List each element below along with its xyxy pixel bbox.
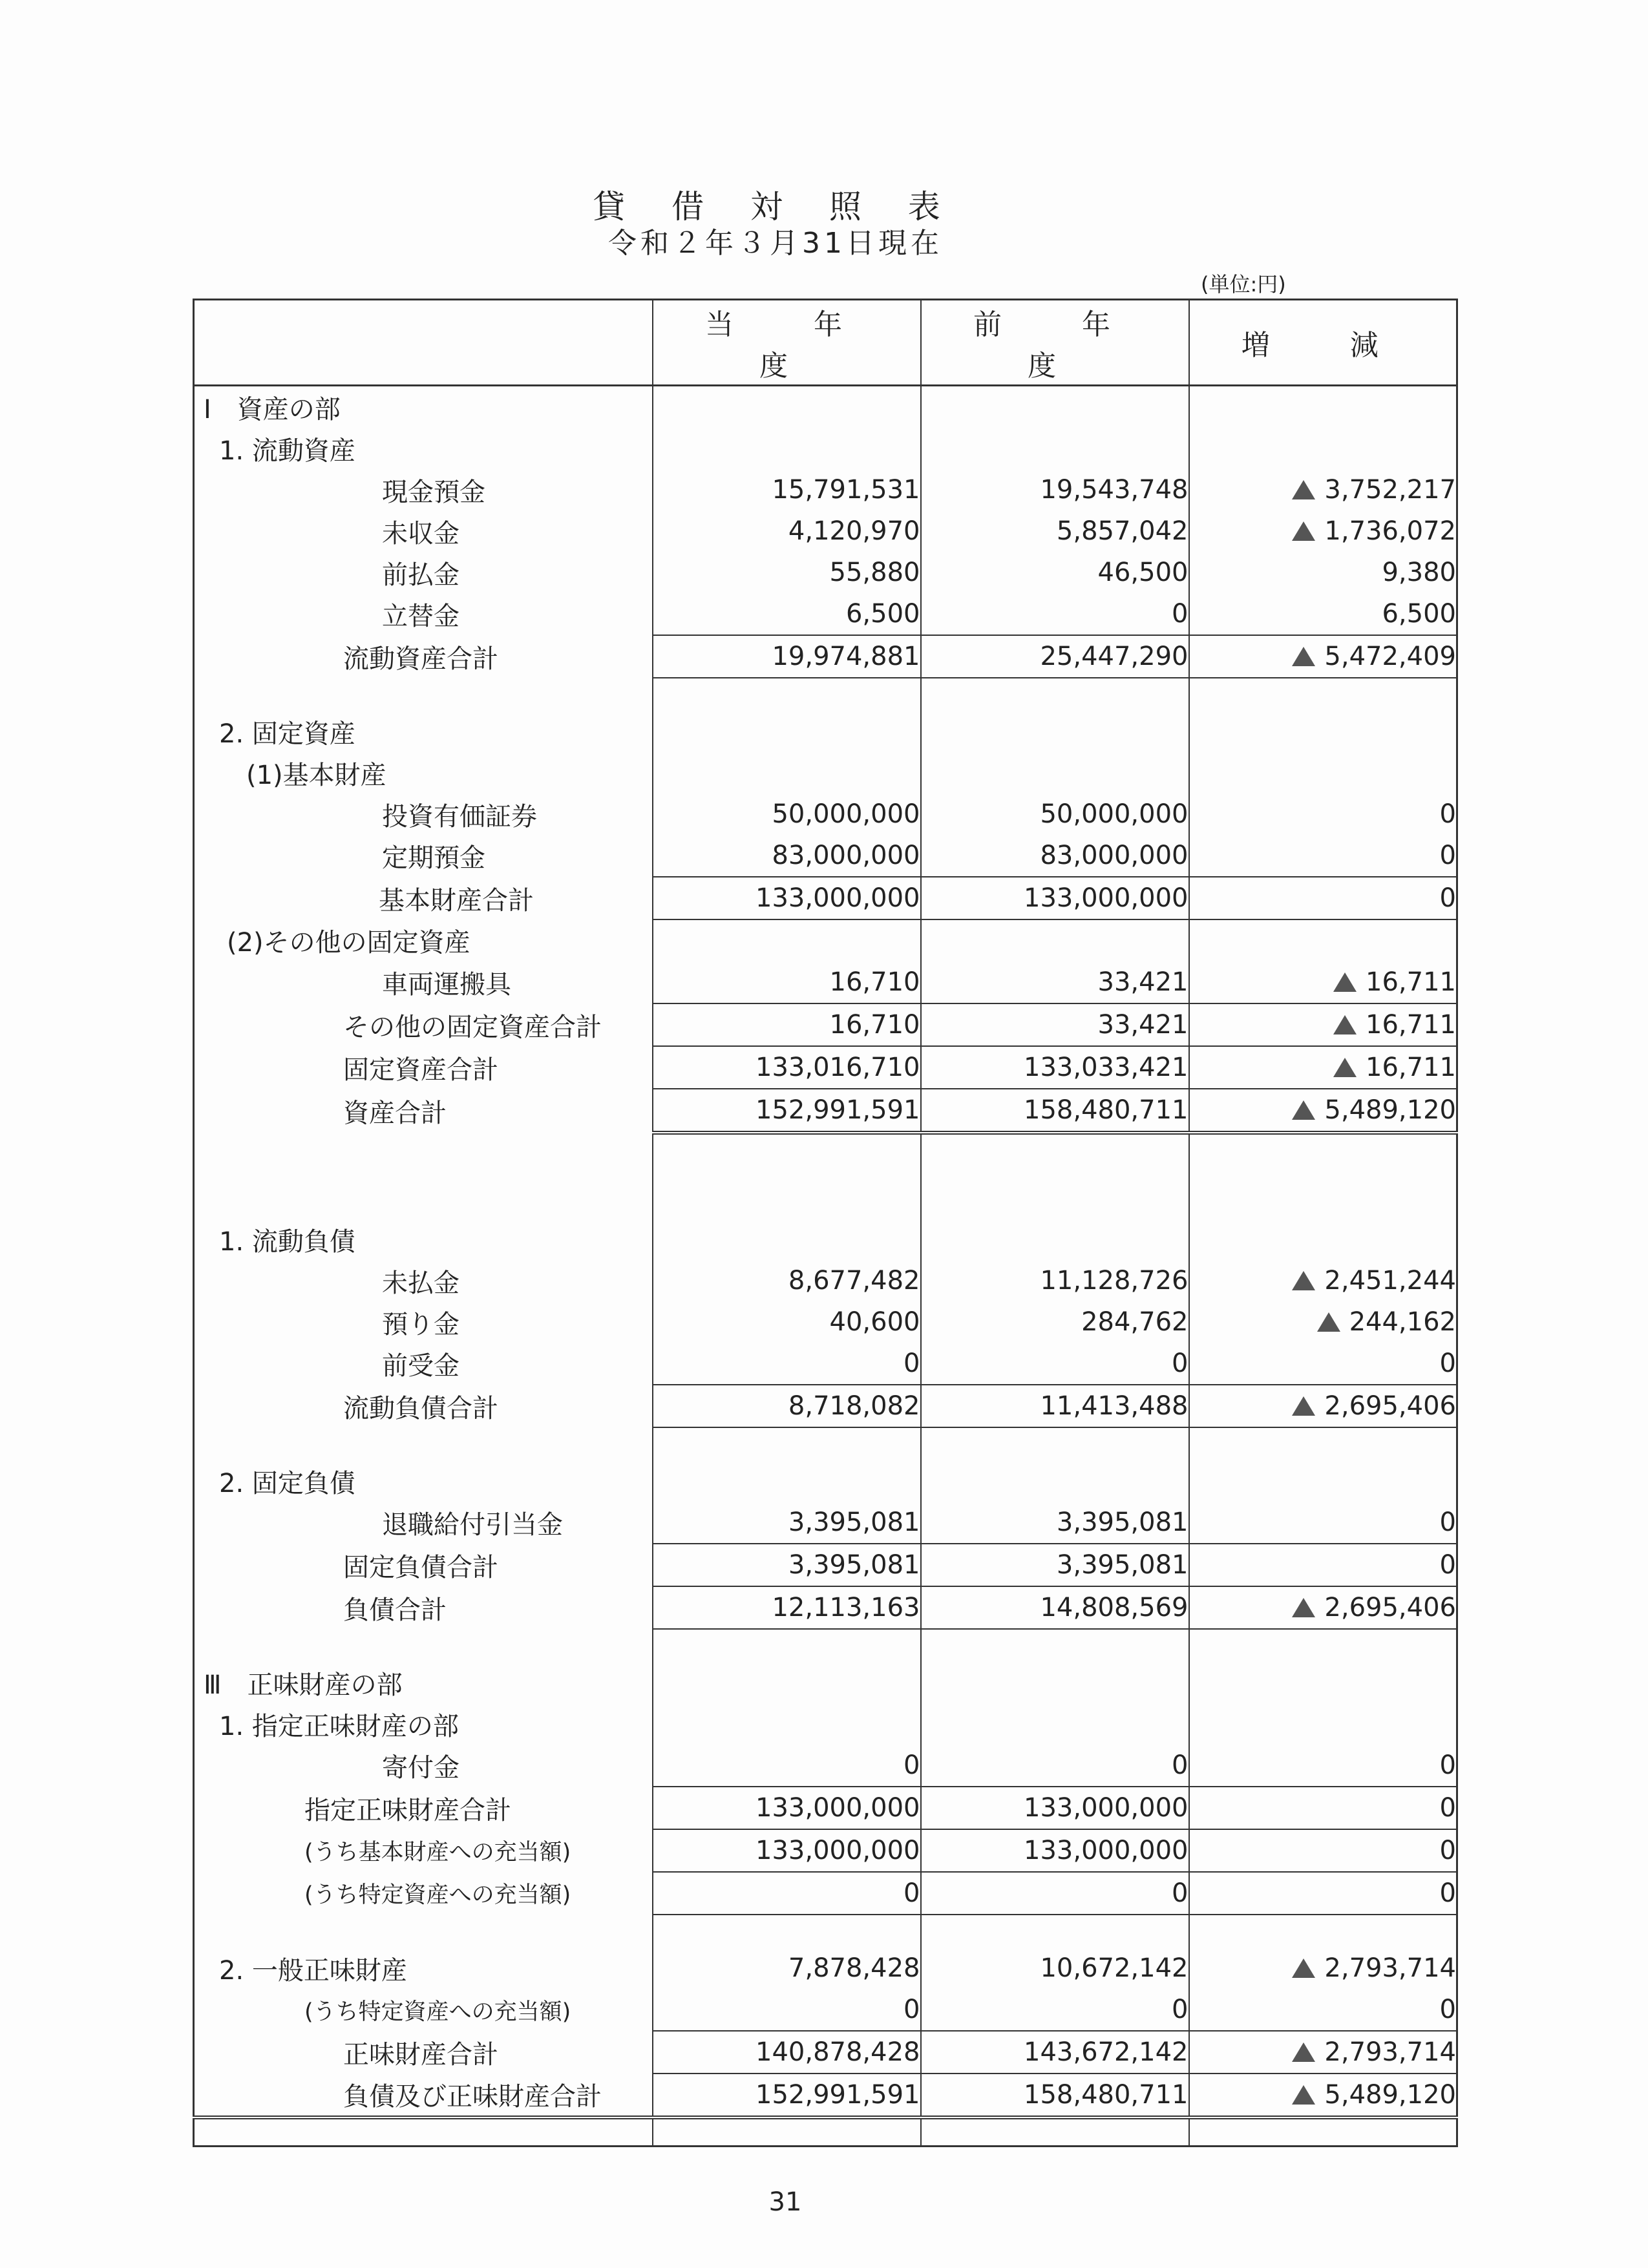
- row-label: 資産合計: [194, 1089, 653, 1133]
- row-label: 2. 一般正味財産: [194, 1948, 653, 1989]
- table-row: [194, 1948, 1457, 1989]
- row-label: 流動資産合計: [194, 635, 653, 678]
- subtotal-row: [194, 2031, 1457, 2074]
- previous-value: 158,480,711: [921, 2074, 1189, 2117]
- change-value: 0: [1189, 1829, 1457, 1872]
- current-value: 12,113,163: [653, 1586, 921, 1629]
- previous-value: 3,395,081: [921, 1502, 1189, 1544]
- change-value: 2,451,244: [1189, 1260, 1457, 1301]
- row-label: 預り金: [194, 1301, 653, 1343]
- table-row: [194, 1829, 1457, 1872]
- current-value: 6,500: [653, 593, 921, 635]
- previous-value: 19,543,748: [921, 469, 1189, 510]
- row-label: 投資有価証券: [194, 793, 653, 835]
- decrease-triangle-icon: [1292, 1271, 1315, 1290]
- table-row: [194, 1502, 1457, 1544]
- change-value: 16,711: [1189, 1003, 1457, 1046]
- row-label: 定期預金: [194, 835, 653, 877]
- subsection-label: 1. 流動負債: [194, 1219, 653, 1260]
- current-value: 0: [653, 1745, 921, 1787]
- page-number: 31: [768, 2187, 802, 2217]
- previous-value: 5,857,042: [921, 510, 1189, 552]
- row-label: 基本財産合計: [194, 877, 653, 919]
- current-value: 133,000,000: [653, 1829, 921, 1872]
- current-value: 15,791,531: [653, 469, 921, 510]
- change-value: 1,736,072: [1189, 510, 1457, 552]
- row-label: 流動負債合計: [194, 1385, 653, 1427]
- change-value: 0: [1189, 1343, 1457, 1385]
- row-label: 立替金: [194, 593, 653, 635]
- change-value: 6,500: [1189, 593, 1457, 635]
- decrease-triangle-icon: [1333, 1015, 1357, 1034]
- current-value: 0: [653, 1343, 921, 1385]
- subtotal-row: [194, 1544, 1457, 1586]
- header-row: [194, 300, 1457, 386]
- current-value: 4,120,970: [653, 510, 921, 552]
- previous-value: 11,128,726: [921, 1260, 1189, 1301]
- change-value: 16,711: [1189, 1046, 1457, 1089]
- previous-value: 0: [921, 1343, 1189, 1385]
- change-value: 0: [1189, 1502, 1457, 1544]
- previous-value: 50,000,000: [921, 793, 1189, 835]
- table-row: [194, 1745, 1457, 1787]
- previous-value: 14,808,569: [921, 1586, 1189, 1629]
- table-row: [194, 793, 1457, 835]
- header-current-year: 当 年 度: [653, 300, 921, 386]
- decrease-triangle-icon: [1292, 521, 1315, 541]
- decrease-triangle-icon: [1292, 2042, 1315, 2062]
- current-value: 40,600: [653, 1301, 921, 1343]
- change-value: 0: [1189, 1745, 1457, 1787]
- current-value: 8,677,482: [653, 1260, 921, 1301]
- current-value: 152,991,591: [653, 1089, 921, 1133]
- header-previous-year: 前 年 度: [921, 300, 1189, 386]
- table-row: [194, 1872, 1457, 1915]
- current-value: 19,974,881: [653, 635, 921, 678]
- row-label: 負債及び正味財産合計: [194, 2074, 653, 2117]
- decrease-triangle-icon: [1292, 1598, 1315, 1617]
- row-label: 固定資産合計: [194, 1046, 653, 1089]
- decrease-triangle-icon: [1317, 1312, 1340, 1332]
- row-label: 退職給付引当金: [194, 1502, 653, 1544]
- header-change: 増 減: [1189, 300, 1457, 386]
- subtotal-row: [194, 1385, 1457, 1427]
- current-value: 0: [653, 1989, 921, 2031]
- decrease-triangle-icon: [1333, 1058, 1357, 1077]
- decrease-triangle-icon: [1292, 1100, 1315, 1120]
- previous-value: 46,500: [921, 552, 1189, 593]
- change-value: 0: [1189, 877, 1457, 919]
- subtotal-row: [194, 877, 1457, 919]
- row-label: (うち特定資産への充当額): [194, 1989, 653, 2031]
- previous-value: 0: [921, 593, 1189, 635]
- table-row: [194, 593, 1457, 635]
- current-value: 7,878,428: [653, 1948, 921, 1989]
- subsection-row: [194, 428, 1457, 469]
- change-value: 9,380: [1189, 552, 1457, 593]
- row-label: 正味財産合計: [194, 2031, 653, 2074]
- change-value: 244,162: [1189, 1301, 1457, 1343]
- subsection-row: [194, 1460, 1457, 1502]
- previous-value: 33,421: [921, 1003, 1189, 1046]
- subtotal-row: [194, 1003, 1457, 1046]
- current-value: 16,710: [653, 1003, 921, 1046]
- decrease-triangle-icon: [1292, 1396, 1315, 1416]
- total-row: [194, 1089, 1457, 1133]
- row-label: 前受金: [194, 1343, 653, 1385]
- change-value: 0: [1189, 1544, 1457, 1586]
- document-title: 貸 借 対 照 表: [593, 188, 958, 226]
- table-row: [194, 1343, 1457, 1385]
- subtotal-row: [194, 1046, 1457, 1089]
- decrease-triangle-icon: [1292, 2085, 1315, 2105]
- subsection-label: (2)その他の固定資産: [194, 919, 653, 961]
- table-row: [194, 552, 1457, 593]
- current-value: 133,000,000: [653, 1787, 921, 1829]
- current-value: 140,878,428: [653, 2031, 921, 2074]
- change-value: 5,489,120: [1189, 2074, 1457, 2117]
- table-row: [194, 469, 1457, 510]
- table-row: [194, 510, 1457, 552]
- current-value: 55,880: [653, 552, 921, 593]
- change-value: 2,793,714: [1189, 2031, 1457, 2074]
- row-label: (うち特定資産への充当額): [194, 1872, 653, 1915]
- header-label: [194, 300, 653, 386]
- document-date: 令和２年３月31日現在: [608, 227, 943, 260]
- row-label: 寄付金: [194, 1745, 653, 1787]
- row-label: 未払金: [194, 1260, 653, 1301]
- subsection-row: [194, 919, 1457, 961]
- subtotal-row: [194, 635, 1457, 678]
- change-value: 16,711: [1189, 961, 1457, 1003]
- previous-value: 33,421: [921, 961, 1189, 1003]
- previous-value: 10,672,142: [921, 1948, 1189, 1989]
- change-value: 3,752,217: [1189, 469, 1457, 510]
- current-value: 16,710: [653, 961, 921, 1003]
- section-label: Ⅰ 資産の部: [194, 386, 653, 428]
- previous-value: 143,672,142: [921, 2031, 1189, 2074]
- change-value: 5,489,120: [1189, 1089, 1457, 1133]
- row-label: 指定正味財産合計: [194, 1787, 653, 1829]
- decrease-triangle-icon: [1292, 647, 1315, 666]
- subtotal-row: [194, 1787, 1457, 1829]
- current-value: 83,000,000: [653, 835, 921, 877]
- previous-value: 11,413,488: [921, 1385, 1189, 1427]
- section-row: [194, 1662, 1457, 1703]
- previous-value: 83,000,000: [921, 835, 1189, 877]
- change-value: 2,695,406: [1189, 1586, 1457, 1629]
- change-value: 0: [1189, 1787, 1457, 1829]
- row-label: 前払金: [194, 552, 653, 593]
- section-label: Ⅲ 正味財産の部: [194, 1662, 653, 1703]
- current-value: 3,395,081: [653, 1502, 921, 1544]
- subsection-label: 2. 固定資産: [194, 711, 653, 752]
- change-value: 2,695,406: [1189, 1385, 1457, 1427]
- change-value: 0: [1189, 1989, 1457, 2031]
- subsection-label: 1. 流動資産: [194, 428, 653, 469]
- row-label: 車両運搬具: [194, 961, 653, 1003]
- decrease-triangle-icon: [1292, 480, 1315, 499]
- change-value: 2,793,714: [1189, 1948, 1457, 1989]
- previous-value: 133,000,000: [921, 1829, 1189, 1872]
- current-value: 152,991,591: [653, 2074, 921, 2117]
- unit-note: (単位:円): [1201, 272, 1286, 297]
- current-value: 3,395,081: [653, 1544, 921, 1586]
- previous-value: 25,447,290: [921, 635, 1189, 678]
- current-value: 8,718,082: [653, 1385, 921, 1427]
- row-label: その他の固定資産合計: [194, 1003, 653, 1046]
- current-value: 133,016,710: [653, 1046, 921, 1089]
- previous-value: 0: [921, 1872, 1189, 1915]
- table-row: [194, 1989, 1457, 2031]
- section-row: [194, 386, 1457, 428]
- decrease-triangle-icon: [1292, 1958, 1315, 1978]
- current-value: 50,000,000: [653, 793, 921, 835]
- previous-value: 158,480,711: [921, 1089, 1189, 1133]
- previous-value: 0: [921, 1745, 1189, 1787]
- decrease-triangle-icon: [1333, 972, 1357, 992]
- row-label: 固定負債合計: [194, 1544, 653, 1586]
- previous-value: 3,395,081: [921, 1544, 1189, 1586]
- subsection-label: 2. 固定負債: [194, 1460, 653, 1502]
- balance-sheet-table: [193, 299, 1458, 2147]
- change-value: 5,472,409: [1189, 635, 1457, 678]
- row-label: 負債合計: [194, 1586, 653, 1629]
- row-label: 現金預金: [194, 469, 653, 510]
- row-label: (うち基本財産への充当額): [194, 1829, 653, 1872]
- previous-value: 284,762: [921, 1301, 1189, 1343]
- change-value: 0: [1189, 835, 1457, 877]
- current-value: 0: [653, 1872, 921, 1915]
- subsection-row: [194, 1219, 1457, 1260]
- previous-value: 0: [921, 1989, 1189, 2031]
- grand-total-row: [194, 2074, 1457, 2117]
- subsection-label: 1. 指定正味財産の部: [194, 1703, 653, 1745]
- change-value: 0: [1189, 793, 1457, 835]
- subtotal-row: [194, 1586, 1457, 1629]
- previous-value: 133,000,000: [921, 877, 1189, 919]
- current-value: 133,000,000: [653, 877, 921, 919]
- previous-value: 133,000,000: [921, 1787, 1189, 1829]
- table-row: [194, 1301, 1457, 1343]
- previous-value: 133,033,421: [921, 1046, 1189, 1089]
- subsection-label: (1)基本財産: [194, 752, 653, 793]
- subsection-row: [194, 1703, 1457, 1745]
- subsection-row: [194, 711, 1457, 752]
- change-value: 0: [1189, 1872, 1457, 1915]
- row-label: 未収金: [194, 510, 653, 552]
- table-row: [194, 1260, 1457, 1301]
- subsection-row: [194, 752, 1457, 793]
- table-row: [194, 961, 1457, 1003]
- table-row: [194, 835, 1457, 877]
